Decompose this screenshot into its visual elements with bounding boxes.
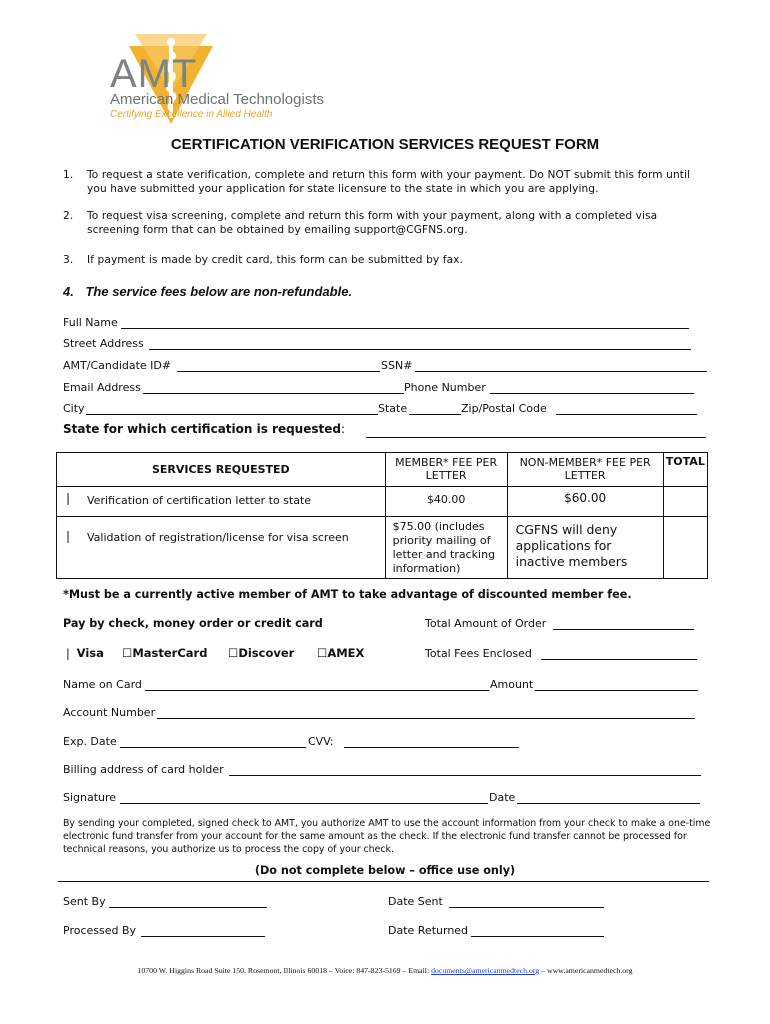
- street-address-label: Street Address: [63, 337, 144, 350]
- legal-text: By sending your completed, signed check to AMT, you authorize AMT to use the account information from your check to make a one-time electronic fund transfer from your account for the same amount as the check. If the electronic fund transfer cannot be processed for technical reasons, you authorize us to process the copy of your check.: [63, 818, 711, 855]
- office-divider: [58, 881, 709, 882]
- date-sent-label: Date Sent: [388, 895, 443, 908]
- state-label: State: [378, 402, 408, 415]
- sent-by-field[interactable]: [109, 907, 267, 908]
- billing-address-field[interactable]: [229, 775, 701, 776]
- account-number-field[interactable]: [157, 718, 695, 719]
- office-heading: (Do not complete below – office use only): [254, 864, 516, 877]
- service-name-1: Verification of certification letter to state: [79, 487, 385, 517]
- amt-logo-text: AMT: [110, 52, 198, 96]
- payment-heading: Pay by check, money order or credit card: [63, 617, 323, 630]
- candidate-id-label: AMT/Candidate ID#: [63, 359, 172, 372]
- exp-date-label: Exp. Date: [63, 735, 117, 748]
- cvv-field[interactable]: [344, 747, 519, 748]
- nonmember-fee-1: $60.00: [507, 487, 663, 517]
- zip-field[interactable]: [556, 414, 697, 415]
- candidate-id-field[interactable]: [177, 371, 380, 372]
- total-1[interactable]: [663, 487, 707, 517]
- card-visa[interactable]: ❘ Visa: [63, 646, 104, 660]
- total-enclosed-label: Total Fees Enclosed: [425, 647, 532, 660]
- date-label: Date: [489, 791, 516, 804]
- table-header-row: [57, 453, 708, 487]
- state-cert-label: State for which certification is requested:: [63, 422, 346, 436]
- tagline: Certifying Excellence in Allied Health: [110, 109, 273, 120]
- signature-field[interactable]: [120, 803, 488, 804]
- account-number-label: Account Number: [63, 706, 156, 719]
- instruction-2: 2. To request visa screening, complete and return this form with your payment, along with a completed visa screening form that can be obtained by emailing support@CGFNS.org.: [63, 210, 658, 236]
- processed-by-field[interactable]: [141, 936, 265, 937]
- cvv-label: CVV:: [308, 735, 334, 748]
- member-note: *Must be a currently active member of AMT to take advantage of discounted member fee.: [63, 588, 632, 601]
- total-2[interactable]: [663, 517, 707, 579]
- instruction-3: 3. If payment is made by credit card, this form can be submitted by fax.: [63, 254, 464, 266]
- member-fee-2: $75.00 (includes priority mailing of letter and tracking information): [385, 517, 507, 579]
- service-checkbox-2[interactable]: ❘: [57, 517, 80, 579]
- org-name: American Medical Technologists: [110, 91, 324, 108]
- instruction-4: 4. The service fees below are non-refundable.: [63, 284, 353, 299]
- member-fee-1: $40.00: [385, 487, 507, 517]
- footer: 10700 W. Higgins Road Suite 150, Rosemont, Illinois 60018 – Voice: 847-823-5169 – Email: documents@americanmedtech.org – www.americanmedtech.org: [137, 966, 633, 975]
- total-order-label: Total Amount of Order: [425, 617, 547, 630]
- state-field[interactable]: [409, 414, 461, 415]
- full-name-field[interactable]: [121, 328, 689, 329]
- header-nonmember-fee: NON-MEMBER* FEE PER LETTER: [507, 453, 663, 487]
- form-title: CERTIFICATION VERIFICATION SERVICES REQUEST FORM: [170, 136, 600, 153]
- phone-label: Phone Number: [404, 381, 486, 394]
- card-mastercard[interactable]: ☐MasterCard: [122, 646, 208, 660]
- date-returned-field[interactable]: [471, 936, 604, 937]
- date-sent-field[interactable]: [449, 907, 604, 908]
- amount-field[interactable]: [535, 690, 698, 691]
- total-enclosed-field[interactable]: [541, 659, 697, 660]
- card-discover[interactable]: ☐Discover: [228, 646, 295, 660]
- ssn-field[interactable]: [415, 371, 707, 372]
- phone-field[interactable]: [490, 393, 694, 394]
- processed-by-label: Processed By: [63, 924, 137, 937]
- table-row: [57, 517, 708, 579]
- service-name-2: Validation of registration/license for visa screen: [79, 517, 385, 579]
- name-on-card-field[interactable]: [145, 690, 489, 691]
- billing-address-label: Billing address of card holder: [63, 763, 224, 776]
- street-address-field[interactable]: [149, 349, 691, 350]
- signature-label: Signature: [63, 791, 117, 804]
- card-amex[interactable]: ☐AMEX: [317, 646, 365, 660]
- service-checkbox-1[interactable]: ❘: [57, 487, 80, 517]
- city-label: City: [63, 402, 85, 415]
- date-field[interactable]: [517, 803, 700, 804]
- date-returned-label: Date Returned: [388, 924, 469, 937]
- ssn-label: SSN#: [381, 359, 413, 372]
- header-member-fee: MEMBER* FEE PER LETTER: [385, 453, 507, 487]
- amount-label: Amount: [490, 678, 534, 691]
- header-services: SERVICES REQUESTED: [57, 453, 386, 487]
- zip-label: Zip/Postal Code: [461, 402, 547, 415]
- full-name-label: Full Name: [63, 316, 118, 329]
- footer-email-link[interactable]: documents@americanmedtech.org: [431, 966, 540, 975]
- exp-date-field[interactable]: [120, 747, 306, 748]
- city-field[interactable]: [86, 414, 378, 415]
- instruction-1: 1. To request a state verification, complete and return this form with your payment. Do NOT submit this form until you have submitted your application for state licensure to the state in which you are applying.: [63, 169, 691, 195]
- state-cert-field[interactable]: [366, 437, 706, 438]
- total-order-field[interactable]: [553, 629, 694, 630]
- email-label: Email Address: [63, 381, 141, 394]
- nonmember-fee-2: CGFNS will deny applications for inactive members: [507, 517, 663, 579]
- sent-by-label: Sent By: [63, 895, 106, 908]
- name-on-card-label: Name on Card: [63, 678, 142, 691]
- services-table: [56, 452, 708, 579]
- header-total: TOTAL: [663, 453, 707, 487]
- email-field[interactable]: [143, 393, 404, 394]
- table-row: [57, 487, 708, 517]
